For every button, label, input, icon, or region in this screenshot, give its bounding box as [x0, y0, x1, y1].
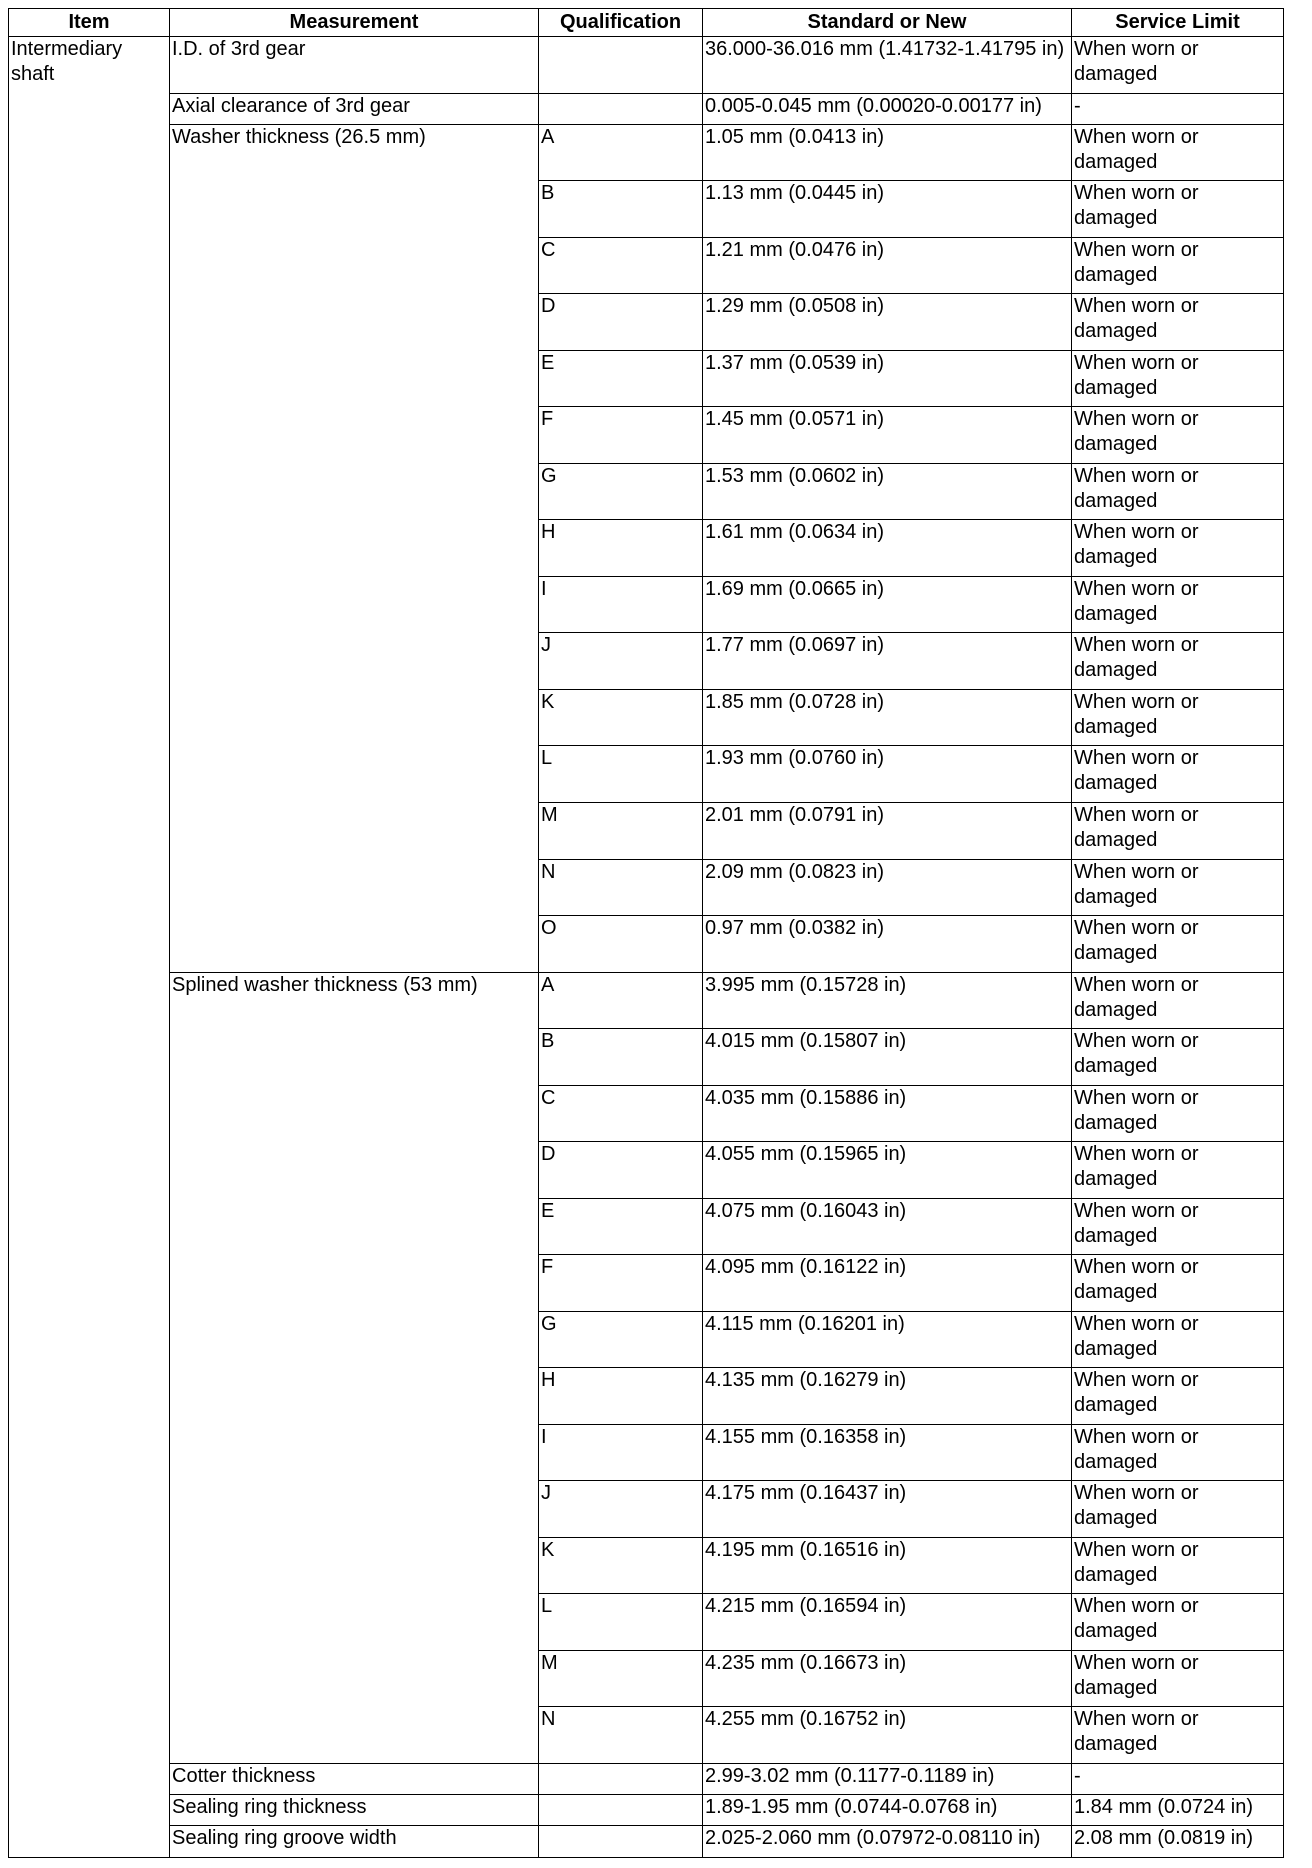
service-limit-cell: When worn or damaged	[1072, 1368, 1284, 1425]
standard-cell: 1.37 mm (0.0539 in)	[703, 350, 1072, 407]
table-row	[9, 1795, 1284, 1826]
measurement-cell: Splined washer thickness (53 mm)	[170, 972, 539, 1763]
standard-cell: 4.095 mm (0.16122 in)	[703, 1255, 1072, 1312]
qualification-cell: J	[539, 1481, 703, 1538]
standard-cell: 1.69 mm (0.0665 in)	[703, 576, 1072, 633]
measurement-cell: Cotter thickness	[170, 1763, 539, 1794]
standard-cell: 0.97 mm (0.0382 in)	[703, 916, 1072, 973]
table-row	[9, 93, 1284, 124]
service-limit-cell: When worn or damaged	[1072, 463, 1284, 520]
standard-cell: 4.215 mm (0.16594 in)	[703, 1594, 1072, 1651]
standard-cell: 1.21 mm (0.0476 in)	[703, 237, 1072, 294]
qualification-cell: G	[539, 463, 703, 520]
standard-cell: 1.05 mm (0.0413 in)	[703, 124, 1072, 181]
qualification-cell: M	[539, 802, 703, 859]
qualification-cell: N	[539, 1707, 703, 1764]
service-limit-cell: When worn or damaged	[1072, 1650, 1284, 1707]
standard-cell: 1.93 mm (0.0760 in)	[703, 746, 1072, 803]
service-limit-cell: When worn or damaged	[1072, 350, 1284, 407]
qualification-cell: A	[539, 972, 703, 1029]
service-limit-cell: When worn or damaged	[1072, 1537, 1284, 1594]
standard-cell: 2.09 mm (0.0823 in)	[703, 859, 1072, 916]
measurement-cell: Washer thickness (26.5 mm)	[170, 124, 539, 972]
service-limit-cell: When worn or damaged	[1072, 1198, 1284, 1255]
standard-cell: 4.055 mm (0.15965 in)	[703, 1142, 1072, 1199]
standard-cell: 3.995 mm (0.15728 in)	[703, 972, 1072, 1029]
table-row	[9, 972, 1284, 1029]
header-item: Item	[9, 9, 170, 37]
standard-cell: 4.135 mm (0.16279 in)	[703, 1368, 1072, 1425]
table-body	[9, 37, 1284, 1858]
qualification-cell: E	[539, 1198, 703, 1255]
standard-cell: 2.01 mm (0.0791 in)	[703, 802, 1072, 859]
qualification-cell	[539, 1795, 703, 1826]
service-limit-cell: When worn or damaged	[1072, 407, 1284, 464]
qualification-cell	[539, 1826, 703, 1858]
service-limit-cell: 1.84 mm (0.0724 in)	[1072, 1795, 1284, 1826]
standard-cell: 4.235 mm (0.16673 in)	[703, 1650, 1072, 1707]
qualification-cell: H	[539, 1368, 703, 1425]
table-row	[9, 1826, 1284, 1858]
qualification-cell: N	[539, 859, 703, 916]
service-limit-cell: When worn or damaged	[1072, 633, 1284, 690]
service-limit-cell: When worn or damaged	[1072, 294, 1284, 351]
standard-cell: 4.255 mm (0.16752 in)	[703, 1707, 1072, 1764]
measurement-cell: Axial clearance of 3rd gear	[170, 93, 539, 124]
standard-cell: 4.075 mm (0.16043 in)	[703, 1198, 1072, 1255]
standard-cell: 1.61 mm (0.0634 in)	[703, 520, 1072, 577]
standard-cell: 36.000-36.016 mm (1.41732-1.41795 in)	[703, 37, 1072, 94]
standard-cell: 4.035 mm (0.15886 in)	[703, 1085, 1072, 1142]
service-limit-cell: When worn or damaged	[1072, 1707, 1284, 1764]
qualification-cell: I	[539, 576, 703, 633]
measurement-cell: I.D. of 3rd gear	[170, 37, 539, 94]
service-limit-cell: -	[1072, 93, 1284, 124]
qualification-cell	[539, 93, 703, 124]
service-limit-cell: When worn or damaged	[1072, 1029, 1284, 1086]
standard-cell: 1.29 mm (0.0508 in)	[703, 294, 1072, 351]
service-limit-cell: When worn or damaged	[1072, 1255, 1284, 1312]
qualification-cell: B	[539, 181, 703, 238]
service-limit-cell: When worn or damaged	[1072, 181, 1284, 238]
standard-cell: 0.005-0.045 mm (0.00020-0.00177 in)	[703, 93, 1072, 124]
service-limit-cell: When worn or damaged	[1072, 124, 1284, 181]
service-limit-cell: -	[1072, 1763, 1284, 1794]
qualification-cell: H	[539, 520, 703, 577]
service-limit-cell: When worn or damaged	[1072, 576, 1284, 633]
service-limit-cell: When worn or damaged	[1072, 1311, 1284, 1368]
service-limit-cell: When worn or damaged	[1072, 972, 1284, 1029]
qualification-cell: C	[539, 1085, 703, 1142]
header-measurement: Measurement	[170, 9, 539, 37]
qualification-cell: K	[539, 1537, 703, 1594]
standard-cell: 2.025-2.060 mm (0.07972-0.08110 in)	[703, 1826, 1072, 1858]
measurement-cell: Sealing ring thickness	[170, 1795, 539, 1826]
qualification-cell: D	[539, 294, 703, 351]
standard-cell: 1.89-1.95 mm (0.0744-0.0768 in)	[703, 1795, 1072, 1826]
service-limit-cell: When worn or damaged	[1072, 802, 1284, 859]
service-limit-cell: When worn or damaged	[1072, 1424, 1284, 1481]
service-limit-cell: When worn or damaged	[1072, 1085, 1284, 1142]
qualification-cell: E	[539, 350, 703, 407]
service-limit-cell: 2.08 mm (0.0819 in)	[1072, 1826, 1284, 1858]
qualification-cell: D	[539, 1142, 703, 1199]
standard-cell: 2.99-3.02 mm (0.1177-0.1189 in)	[703, 1763, 1072, 1794]
qualification-cell: J	[539, 633, 703, 690]
qualification-cell: O	[539, 916, 703, 973]
qualification-cell: I	[539, 1424, 703, 1481]
standard-cell: 1.53 mm (0.0602 in)	[703, 463, 1072, 520]
qualification-cell	[539, 37, 703, 94]
service-limit-cell: When worn or damaged	[1072, 746, 1284, 803]
header-standard: Standard or New	[703, 9, 1072, 37]
header-service-limit: Service Limit	[1072, 9, 1284, 37]
service-limit-cell: When worn or damaged	[1072, 1481, 1284, 1538]
qualification-cell: F	[539, 407, 703, 464]
qualification-cell: B	[539, 1029, 703, 1086]
service-limit-cell: When worn or damaged	[1072, 859, 1284, 916]
header-qualification: Qualification	[539, 9, 703, 37]
header-row	[9, 9, 1284, 37]
service-limit-cell: When worn or damaged	[1072, 1142, 1284, 1199]
service-limit-cell: When worn or damaged	[1072, 520, 1284, 577]
qualification-cell: G	[539, 1311, 703, 1368]
service-limit-cell: When worn or damaged	[1072, 689, 1284, 746]
item-cell: Intermediary shaft	[9, 37, 170, 1858]
spec-table	[8, 8, 1284, 1858]
qualification-cell: C	[539, 237, 703, 294]
measurement-cell: Sealing ring groove width	[170, 1826, 539, 1858]
standard-cell: 4.155 mm (0.16358 in)	[703, 1424, 1072, 1481]
standard-cell: 1.77 mm (0.0697 in)	[703, 633, 1072, 690]
standard-cell: 1.13 mm (0.0445 in)	[703, 181, 1072, 238]
qualification-cell: L	[539, 746, 703, 803]
table-row	[9, 37, 1284, 94]
standard-cell: 4.195 mm (0.16516 in)	[703, 1537, 1072, 1594]
service-limit-cell: When worn or damaged	[1072, 237, 1284, 294]
qualification-cell: A	[539, 124, 703, 181]
standard-cell: 4.175 mm (0.16437 in)	[703, 1481, 1072, 1538]
standard-cell: 1.45 mm (0.0571 in)	[703, 407, 1072, 464]
service-limit-cell: When worn or damaged	[1072, 37, 1284, 94]
qualification-cell: K	[539, 689, 703, 746]
qualification-cell: L	[539, 1594, 703, 1651]
table-row	[9, 124, 1284, 181]
standard-cell: 4.015 mm (0.15807 in)	[703, 1029, 1072, 1086]
qualification-cell: M	[539, 1650, 703, 1707]
table-header	[9, 9, 1284, 37]
service-limit-cell: When worn or damaged	[1072, 916, 1284, 973]
standard-cell: 4.115 mm (0.16201 in)	[703, 1311, 1072, 1368]
table-row	[9, 1763, 1284, 1794]
service-limit-cell: When worn or damaged	[1072, 1594, 1284, 1651]
qualification-cell: F	[539, 1255, 703, 1312]
standard-cell: 1.85 mm (0.0728 in)	[703, 689, 1072, 746]
qualification-cell	[539, 1763, 703, 1794]
